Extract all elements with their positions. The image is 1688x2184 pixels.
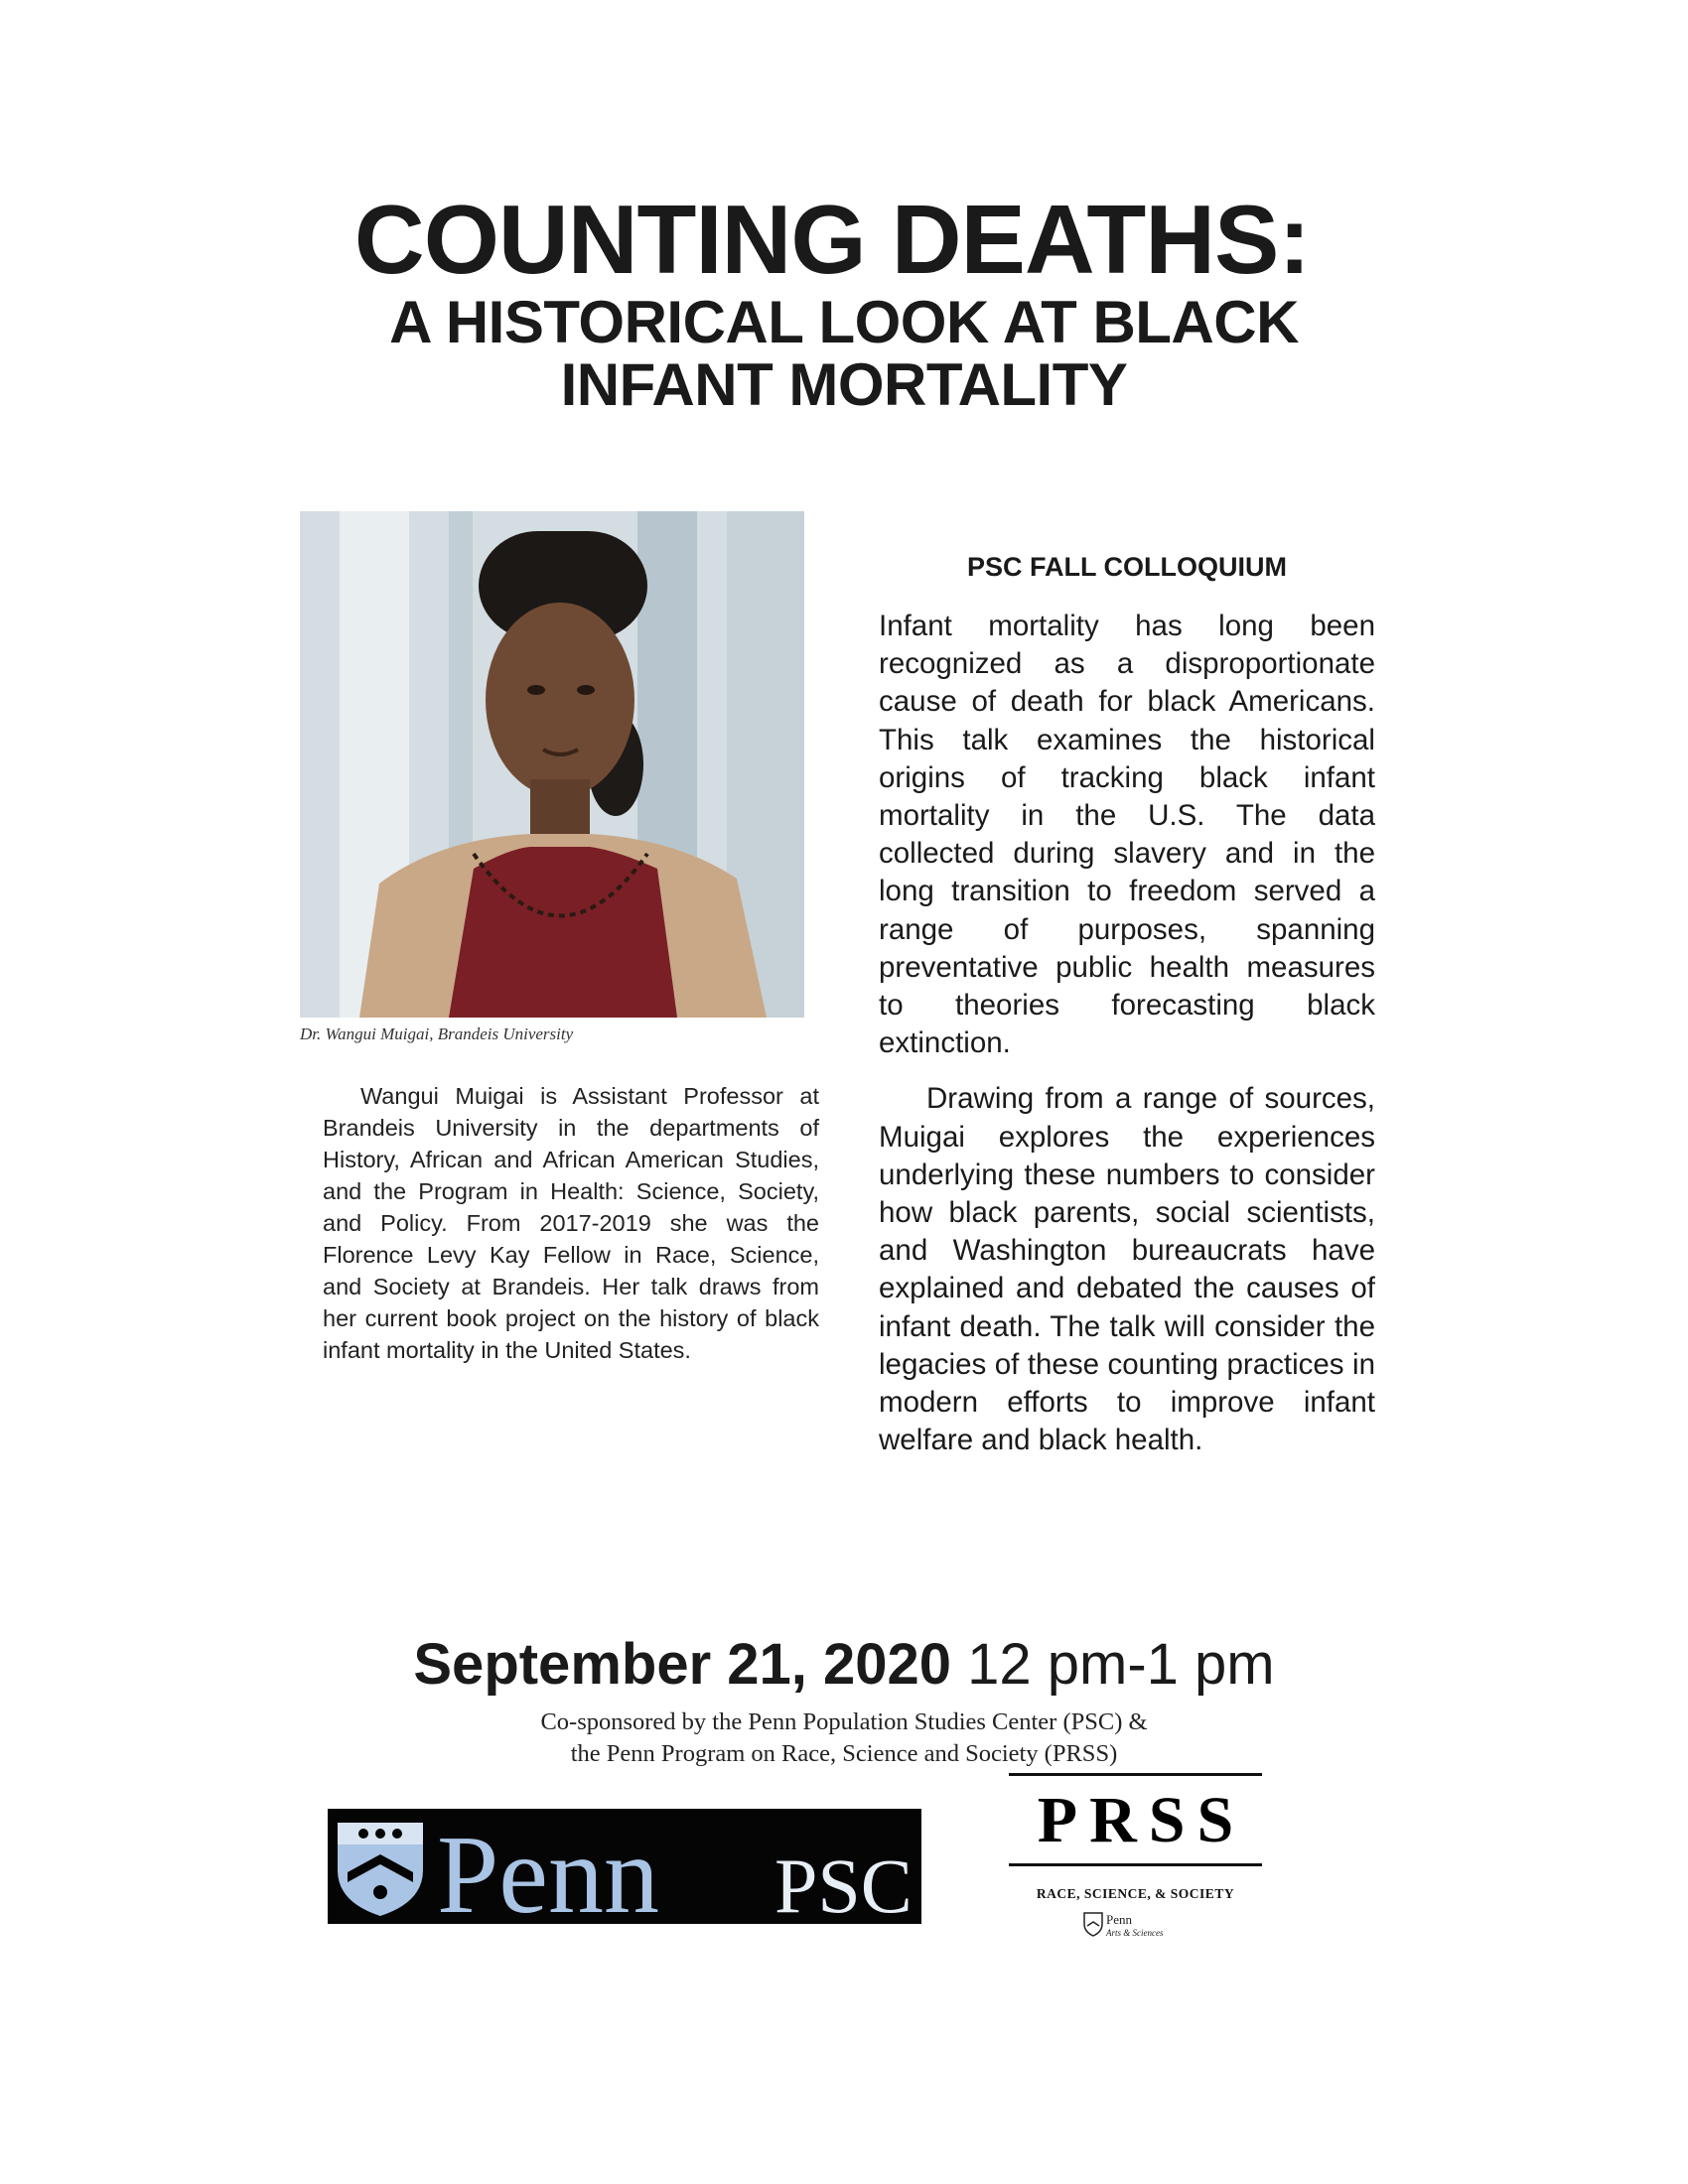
prss-wordmark: PRSS <box>1037 1784 1246 1856</box>
event-date: September 21, 2020 <box>413 1632 952 1697</box>
prss-bottom-rule <box>1009 1863 1262 1866</box>
poster-subtitle: A HISTORICAL LOOK AT BLACK INFANT MORTALITY <box>389 289 1299 418</box>
penn-psc-logo <box>328 1809 921 1924</box>
prss-penn-word: Penn <box>1105 1912 1132 1927</box>
sponsor-note <box>0 1706 1688 1770</box>
psc-wordmark: PSC <box>774 1843 913 1924</box>
sponsor-line-2: the Penn Program on Race, Science and Society (PRSS) <box>570 1740 1118 1767</box>
talk-abstract <box>879 608 1375 1477</box>
sponsor-line-1: Co-sponsored by the Penn Population Studies Center (PSC) & <box>540 1708 1148 1735</box>
prss-subtitle: RACE, SCIENCE, & SOCIETY <box>1036 1886 1235 1901</box>
photo-caption: Dr. Wangui Muigai, Brandeis University <box>300 1024 574 1043</box>
prss-logo <box>1009 1773 1262 1952</box>
prss-arts-word: Arts & Sciences <box>1105 1928 1163 1938</box>
prss-penn-mark <box>1009 1910 1262 1945</box>
poster-title: COUNTING DEATHS: <box>353 185 1311 294</box>
abstract-paragraph-1: Infant mortality has long been recognized as a disproportionate cause of death for black Americans. This talk examines the historical origins of tracking black infant mortality in the U.S. The data collected during slavery and in the long transition to freedom served a range of purposes, spanning preventative public health measures to theories forecasting black extinction. <box>879 610 1375 1060</box>
event-datetime <box>0 1632 1688 1697</box>
colloquium-heading: PSC FALL COLLOQUIUM <box>967 552 1287 582</box>
event-time: 12 pm-1 pm <box>967 1632 1275 1697</box>
speaker-photo <box>300 511 804 1018</box>
penn-wordmark: Penn <box>437 1814 659 1924</box>
abstract-paragraph-2: Drawing from a range of sources, Muigai explores the experiences underlying these numbers to consider how black parents, social scientists, and Washington bureaucrats have explained and debated the causes of infant death. The talk will consider the legacies of these counting practices in modern efforts to improve infant welfare and black health. <box>879 1082 1375 1457</box>
speaker-bio: Wangui Muigai is Assistant Professor at Brandeis University in the departments of History, African and African American Studies, and the Program in Health: Science, Society, and Policy. From 2017-2019 she was the Florence Levy Kay Fellow in Race, Science, and Society at Brandeis. Her talk draws from her current book project on the history of black infant mortality in the United States. <box>323 1083 819 1363</box>
